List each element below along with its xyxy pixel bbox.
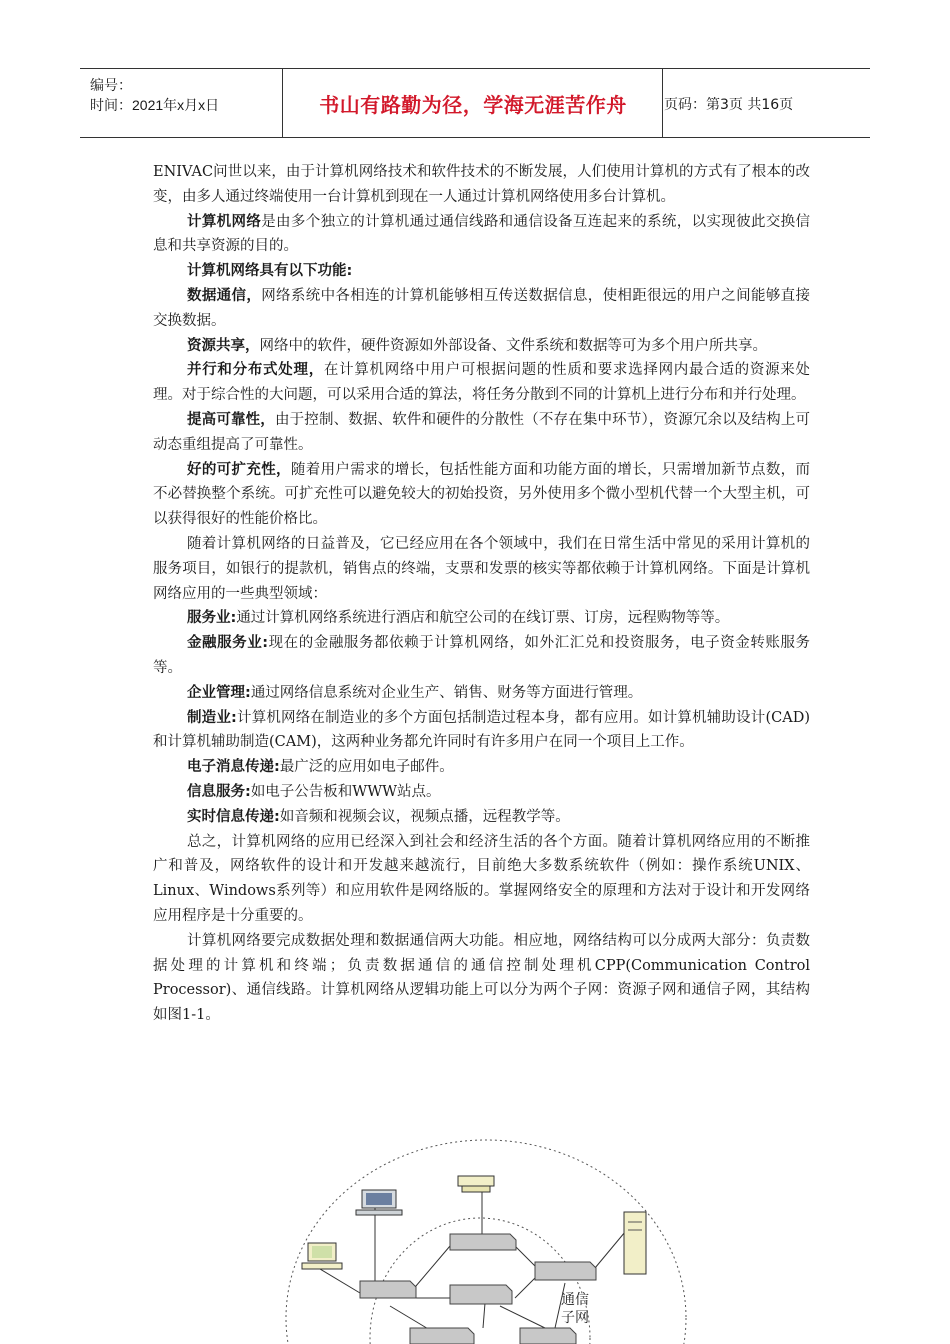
document-body [153,160,810,1028]
paragraph-text: 如电子公告板和WWW站点。 [250,783,441,800]
paragraph-text: 通过网络信息系统对企业生产、销售、财务等方面进行管理。 [250,684,643,701]
paragraph-heading: 服务业: [187,610,237,627]
paragraph-text: 由于控制、数据、软件和硬件的分散性（不存在集中环节），资源冗余以及结构上可动态重组提高了可靠性。 [153,411,811,453]
paragraph-heading: 并行和分布式处理， [187,362,324,379]
network-diagram [280,1138,700,1344]
cpp-node-icons [360,1234,596,1344]
paragraph-text: 通过计算机网络系统进行酒店和航空公司的在线订票、订房，远程购物等等。 [236,610,730,627]
paragraph-heading: 企业管理: [187,684,251,701]
paragraph [153,631,810,681]
paragraph [153,160,810,210]
paragraph-heading: 好的可扩充性， [187,461,291,478]
subnet-label: 通信 [561,1292,589,1308]
paragraph-heading: 制造业: [187,709,237,726]
header-meta [90,75,219,115]
subnet-label: 子网 [561,1310,589,1326]
paragraph-heading: 电子消息传递: [187,759,280,776]
paragraph-text: 网络系统中各相连的计算机能够相互传送数据信息，使相距很远的用户之间能够直接交换数据。 [153,287,811,329]
page-number: 页码：第3页 共16页 [664,97,794,113]
paragraph [153,532,810,606]
paragraph [153,284,810,334]
paragraph-heading: 数据通信， [187,287,262,304]
paragraph-text: ENIVAC问世以来，由于计算机网络技术和软件技术的不断发展，人们使用计算机的方式有了根本的改变，由多人通过终端使用一台计算机到现在一人通过计算机网络使用多台计算机。 [153,164,810,205]
document-time: 时间：2021年x月x日 [90,97,220,113]
paragraph-text: 如音频和视频会议，视频点播，远程教学等。 [279,808,570,825]
paragraph-heading: 计算机网络 [187,213,262,230]
server-icon [624,1212,646,1274]
paragraph [153,755,810,780]
paragraph-text: 现在的金融服务都依赖于计算机网络，如外汇汇兑和投资服务，电子资金转账服务等。 [153,635,810,676]
paragraph [153,458,810,532]
paragraph-text: 随着用户需求的增长，包括性能方面和功能方面的增长，只需增加新节点数，而不必替换整个系统。可扩充性可以避免较大的初始投资，另外使用多个微小型机代替一个大型主机，可以获得很好的性能价格比。 [153,461,810,528]
paragraph-text: 是由多个独立的计算机通过通信线路和通信设备互连起来的系统，以实现彼此交换信息和共享资源的目的。 [153,213,811,255]
paragraph-heading: 信息服务: [187,783,251,800]
paragraph-text: 计算机网络要完成数据处理和数据通信两大功能。相应地，网络结构可以分成两大部分：负责数据处理的计算机和终端；负责数据通信的通信控制处理机CPP(Communication Control Processor)、通信线路。计算机网络从逻辑功能上可以分为两个子网：资源子网和通信子网，其结构如图1-1。 [153,932,810,1024]
paragraph-text: 在计算机网络中用户可根据问题的性质和要求选择网内最合适的资源来处理。对于综合性的大问题，可以采用合适的算法，将任务分散到不同的计算机上进行分布和并行处理。 [153,362,811,404]
document-id: 编号： [90,77,132,93]
paragraph-heading: 金融服务业: [187,635,269,652]
printer-icon [458,1176,494,1192]
page-header [80,68,870,138]
paragraph [153,358,810,408]
paragraph-text: 最广泛的应用如电子邮件。 [279,759,454,776]
paragraph-text: 随着计算机网络的日益普及，它已经应用在各个领域中，我们在日常生活中常见的采用计算机的服务项目，如银行的提款机，销售点的终端，支票和发票的核实等都依赖于计算机网络。下面是计算机网络应用的一些典型领域： [153,535,810,602]
paragraph [153,929,810,1028]
paragraph [153,606,810,631]
paragraph [153,681,810,706]
paragraph-heading: 实时信息传递: [187,808,280,825]
paragraph-heading: 提高可靠性， [187,411,275,428]
header-motto: 书山有路勤为径，学海无涯苦作舟 [319,92,627,117]
paragraph [153,259,810,284]
paragraph [153,780,810,805]
paragraph [153,408,810,458]
header-divider [662,69,663,137]
paragraph-text: 总之，计算机网络的应用已经深入到社会和经济生活的各个方面。随着计算机网络应用的不断推广和普及，网络软件的设计和开发越来越流行，目前绝大多数系统软件（例如：操作系统UNIX、Linux、Windows系列等）和应用软件是网络版的。掌握网络安全的原理和方法对于设计和开发网络应用程序是十分重要的。 [153,833,810,924]
computer-icon [356,1190,402,1215]
paragraph-text: 计算机网络在制造业的多个方面包括制造过程本身，都有应用。如计算机辅助设计(CAD)和计算机辅助制造(CAM)，这两种业务都允许同时有许多用户在同一个项目上工作。 [153,709,810,751]
paragraph [153,334,810,359]
paragraph [153,706,810,756]
paragraph-heading: 资源共享， [187,337,260,354]
paragraph [153,210,810,260]
paragraph-text: 网络中的软件，硬件资源如外部设备、文件系统和数据等可为多个用户所共享。 [259,337,767,354]
paragraph-heading: 计算机网络具有以下功能: [187,263,353,280]
paragraph [153,805,810,830]
header-divider [282,69,283,137]
terminal-icon [302,1243,342,1269]
paragraph [153,830,810,929]
